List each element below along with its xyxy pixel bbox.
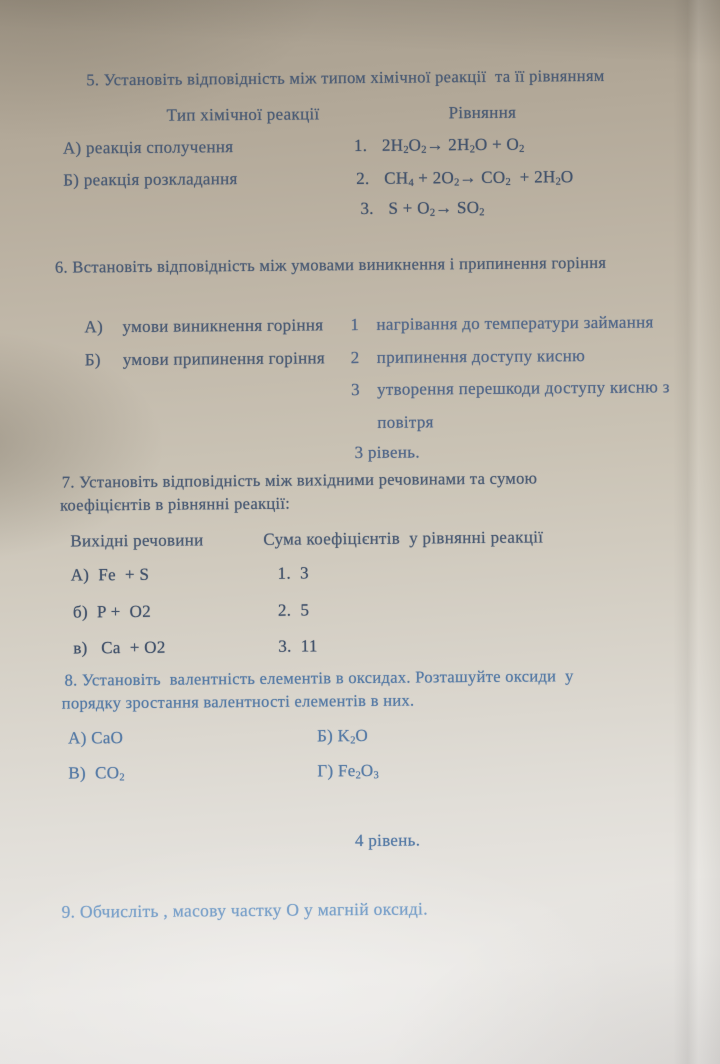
q7-col-header-left: Вихідні речовини	[70, 530, 204, 551]
q6-condition-2-text: припинення доступу кисню	[376, 346, 586, 367]
q7-row-a-sum: 1. 3	[277, 563, 309, 583]
q5-equation-3	[360, 198, 484, 219]
q6-pair-a-letter: А)	[84, 317, 104, 337]
q6-condition-3-continued: повітря	[377, 412, 434, 432]
q6-condition-2-number: 2	[350, 347, 360, 368]
q5-equation-3-formula: $S + O_2\to SO_2$	[388, 197, 485, 219]
q5-equation-1-formula: $2H_2O_2\to 2H_2O + O_2$	[381, 134, 525, 156]
q6-level-label: 3 рівень.	[354, 442, 420, 463]
q6-condition-3	[351, 377, 670, 400]
q5-equation-2	[356, 167, 573, 189]
q7-row-b-substances: б) P + O2	[72, 601, 152, 622]
q5-option-b: Б) реакція розкладання	[63, 169, 238, 190]
q6-pair-b-text: умови припинення горіння	[122, 348, 326, 370]
q6-condition-1-text: нагрівання до температури займання	[376, 312, 654, 334]
q6-pair-b-letter: Б)	[84, 350, 101, 370]
q6-condition-1-number: 1	[350, 314, 360, 335]
q7-col-header-right: Сума коефіцієнтів у рівнянні реакції	[263, 527, 544, 549]
q8-option-g: Г) $Fe_2O_3$	[317, 760, 379, 782]
q7-row-a-substances: А) Fe + S	[70, 564, 150, 585]
q5-col-header-right: Рівняння	[448, 102, 517, 123]
q8-title-line1: 8. Установіть валентність елементів в оксидах. Розташуйте оксиди у	[64, 666, 574, 690]
q9-text: 9. Обчисліть , масову частку О у магній оксиді.	[61, 898, 428, 922]
q5-title: 5. Установіть відповідність між типом хімічної реакції та її рівнянням	[86, 65, 605, 90]
q7-title-line2: коефіцієнтів в рівнянні реакції:	[59, 493, 291, 515]
q8-option-v: В) $CO_2$	[68, 763, 125, 784]
q8-level-label: 4 рівень.	[354, 830, 421, 851]
q6-condition-1	[350, 312, 653, 335]
q5-equation-3-number: 3.	[360, 198, 374, 218]
q7-title-line1: 7. Установіть відповідність між вихідними речовинами та сумою	[61, 468, 538, 492]
q5-equation-2-number: 2.	[356, 168, 370, 189]
q5-col-header-left: Тип хімічної реакції	[166, 104, 320, 125]
q6-pair-a	[84, 315, 323, 337]
q6-pair-a-text: умови виникнення горіння	[122, 315, 324, 337]
q8-option-b: Б) $K_2O$	[316, 725, 369, 747]
q8-title-line2: порядку зростання валентності елементів в них.	[61, 690, 415, 713]
q7-row-c-sum: 3. 11	[278, 636, 318, 656]
q7-row-c-substances: в) Ca + O2	[73, 637, 166, 658]
q5-equation-1-number: 1.	[353, 135, 368, 156]
q7-row-b-sum: 2. 5	[277, 600, 310, 620]
q6-condition-3-text: утворення перешкоди доступу кисню з	[376, 377, 670, 399]
q6-title: 6. Встановіть відповідність між умовами виникнення і припинення горіння	[54, 252, 607, 277]
q6-pair-b	[85, 348, 325, 370]
q5-equation-1	[354, 135, 525, 157]
q5-equation-2-formula: $CH_4 + 2O_2\to CO_2 + 2H_2O$	[384, 167, 574, 189]
q6-condition-2	[351, 346, 586, 368]
q8-option-a: А) CaO	[67, 728, 124, 748]
q5-option-a: А) реакція сполучення	[62, 137, 234, 158]
q6-condition-3-number: 3	[350, 379, 360, 400]
